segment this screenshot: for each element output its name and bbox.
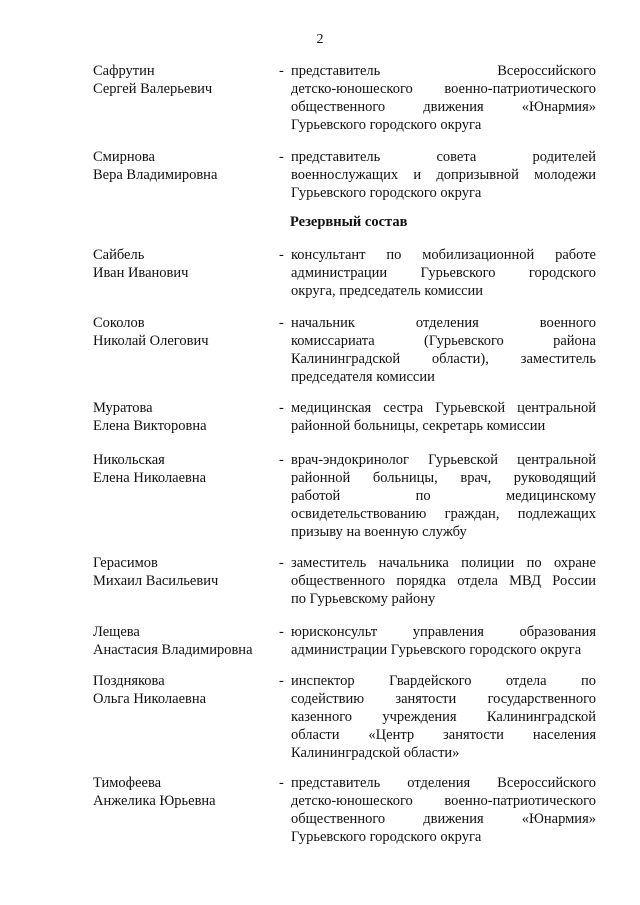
page-number: 2 bbox=[316, 32, 324, 47]
list-dash: - bbox=[279, 775, 284, 791]
role-line: содействию занятости государственного bbox=[291, 691, 596, 707]
member-given-name: Анастасия Владимировна bbox=[93, 642, 253, 658]
member-role bbox=[291, 623, 596, 659]
role-line: Гурьевского городского округа bbox=[291, 117, 482, 133]
member-role bbox=[291, 774, 596, 846]
list-dash: - bbox=[279, 315, 284, 331]
role-line: заместитель начальника полиции по охране bbox=[291, 555, 596, 571]
member-name bbox=[93, 399, 278, 435]
role-line: общественного движения «Юнармия» bbox=[291, 811, 596, 827]
member-name bbox=[93, 451, 278, 487]
role-line: представитель отделения Всероссийского bbox=[291, 775, 596, 791]
role-line: общественного движения «Юнармия» bbox=[291, 99, 596, 115]
member-surname: Герасимов bbox=[93, 555, 158, 571]
member-given-name: Ольга Николаевна bbox=[93, 691, 207, 707]
member-role bbox=[291, 62, 596, 134]
list-dash: - bbox=[279, 400, 284, 416]
role-line: врач-эндокринолог Гурьевской центральной bbox=[291, 452, 596, 468]
member-name bbox=[93, 774, 278, 810]
member-given-name: Сергей Валерьевич bbox=[93, 81, 213, 97]
role-line: Гурьевского городского округа bbox=[291, 185, 482, 201]
role-line: казенного учреждения Калининградской bbox=[291, 709, 596, 725]
member-name bbox=[93, 623, 278, 659]
member-role bbox=[291, 246, 596, 300]
role-line: Гурьевского городского округа bbox=[291, 829, 482, 845]
role-line: работой по медицинскому bbox=[291, 488, 596, 504]
role-line: представитель совета родителей bbox=[291, 149, 596, 165]
list-dash: - bbox=[279, 555, 284, 571]
member-given-name: Михаил Васильевич bbox=[93, 573, 219, 589]
member-surname: Соколов bbox=[93, 315, 145, 331]
role-line: администрации Гурьевского городского округа bbox=[291, 642, 582, 658]
role-line: детско-юношеского военно-патриотического bbox=[291, 81, 596, 97]
role-line: Калининградской области» bbox=[291, 745, 460, 761]
role-line: военнослужащих и допризывной молодежи bbox=[291, 167, 596, 183]
role-line: общественного порядка отдела МВД России bbox=[291, 573, 596, 589]
member-given-name: Вера Владимировна bbox=[93, 167, 218, 183]
list-dash: - bbox=[279, 673, 284, 689]
member-given-name: Елена Викторовна bbox=[93, 418, 207, 434]
member-given-name: Анжелика Юрьевна bbox=[93, 793, 216, 809]
member-given-name: Николай Олегович bbox=[93, 333, 209, 349]
member-given-name: Иван Иванович bbox=[93, 265, 189, 281]
member-given-name: Елена Николаевна bbox=[93, 470, 207, 486]
member-surname: Тимофеева bbox=[93, 775, 162, 791]
list-dash: - bbox=[279, 149, 284, 165]
member-role bbox=[291, 672, 596, 762]
member-surname: Смирнова bbox=[93, 149, 155, 165]
member-surname: Сафрутин bbox=[93, 63, 155, 79]
role-line: районной больницы, секретарь комиссии bbox=[291, 418, 546, 434]
role-line: консультант по мобилизационной работе bbox=[291, 247, 596, 263]
member-role bbox=[291, 314, 596, 386]
member-surname: Муратова bbox=[93, 400, 153, 416]
role-line: администрации Гурьевского городского bbox=[291, 265, 596, 281]
role-line: председателя комиссии bbox=[291, 369, 435, 385]
role-line: медицинская сестра Гурьевской центральной bbox=[291, 400, 596, 416]
list-dash: - bbox=[279, 452, 284, 468]
role-line: призыву на военную службу bbox=[291, 524, 467, 540]
role-line: области «Центр занятости населения bbox=[291, 727, 596, 743]
role-line: освидетельствованию граждан, подлежащих bbox=[291, 506, 596, 522]
member-surname: Позднякова bbox=[93, 673, 165, 689]
member-name bbox=[93, 62, 278, 98]
role-line: по Гурьевскому району bbox=[291, 591, 436, 607]
role-line: инспектор Гвардейского отдела по bbox=[291, 673, 596, 689]
member-surname: Лещева bbox=[93, 624, 140, 640]
member-role bbox=[291, 399, 596, 435]
role-line: юрисконсульт управления образования bbox=[291, 624, 596, 640]
role-line: начальник отделения военного bbox=[291, 315, 596, 331]
list-dash: - bbox=[279, 247, 284, 263]
member-name bbox=[93, 672, 278, 708]
member-surname: Никольская bbox=[93, 452, 165, 468]
role-line: районной больницы, врач, руководящий bbox=[291, 470, 596, 486]
list-dash: - bbox=[279, 63, 284, 79]
role-line: Калининградской области), заместитель bbox=[291, 351, 596, 367]
role-line: детско-юношеского военно-патриотического bbox=[291, 793, 596, 809]
member-name bbox=[93, 554, 278, 590]
role-line: комиссариата (Гурьевского района bbox=[291, 333, 596, 349]
member-role bbox=[291, 554, 596, 608]
member-role bbox=[291, 451, 596, 541]
section-title: Резервный состав bbox=[290, 214, 408, 230]
member-name bbox=[93, 314, 278, 350]
role-line: округа, председатель комиссии bbox=[291, 283, 484, 299]
member-name bbox=[93, 148, 278, 184]
list-dash: - bbox=[279, 624, 284, 640]
member-surname: Сайбель bbox=[93, 247, 145, 263]
member-name bbox=[93, 246, 278, 282]
role-line: представитель Всероссийского bbox=[291, 63, 596, 79]
member-role bbox=[291, 148, 596, 202]
